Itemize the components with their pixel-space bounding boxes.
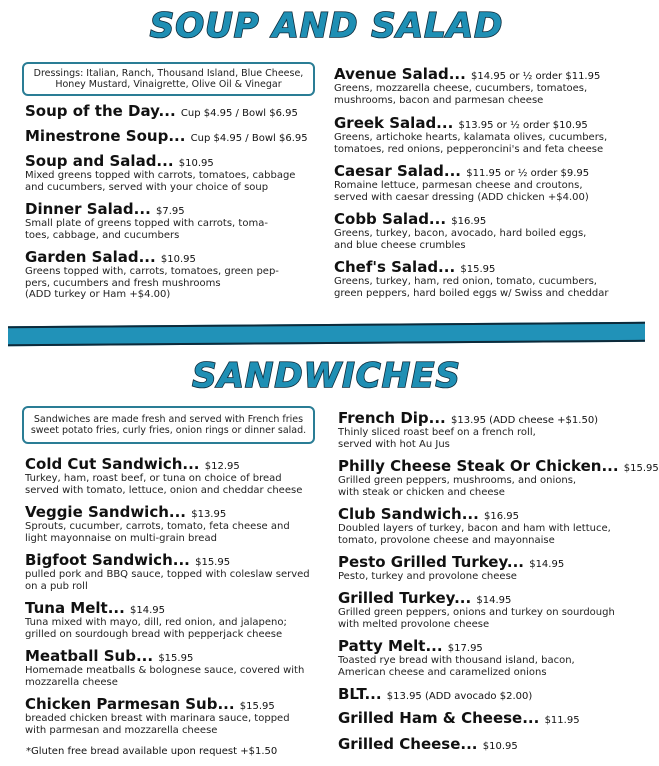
sandwich-info-text: Sandwiches are made fresh and served with French fries sweet potato fries, curly fries, onion rings or dinner salad. [30, 413, 307, 436]
item-name-line [25, 599, 287, 617]
item-name: Chicken Parmesan Sub... [25, 695, 235, 713]
item-description: served with caesar dressing (ADD chicken +$4.00) [334, 191, 589, 203]
item-name: Soup of the Day... [25, 102, 176, 120]
item-name-line [338, 637, 575, 655]
item-description: Greens, artichoke hearts, kalamata olives, cucumbers, [334, 132, 608, 143]
item-price: $14.95 [130, 605, 166, 616]
menu-item [25, 599, 287, 640]
item-description: Grilled green peppers, mushrooms, and onions, [338, 475, 577, 486]
item-description: mozzarella cheese [25, 676, 118, 688]
item-description: Doubled layers of turkey, bacon and ham with lettuce, [338, 523, 611, 534]
item-name-line [338, 685, 532, 703]
item-description: Grilled green peppers, onions and turkey on sourdough [338, 607, 615, 618]
section-divider [8, 322, 645, 346]
item-description: pers, cucumbers and fresh mushrooms [25, 277, 221, 289]
item-name-line [25, 503, 290, 521]
soup-salad-title: SOUP AND SALAD [149, 6, 504, 46]
item-name-line [25, 127, 308, 145]
menu-item [25, 695, 290, 736]
item-description: breaded chicken breast with marinara sauce, topped [25, 713, 290, 724]
menu-item [334, 210, 586, 251]
item-price: $13.95 (ADD avocado $2.00) [386, 691, 533, 702]
item-description: Toasted rye bread with thousand island, bacon, [338, 655, 575, 666]
item-description: with parmesan and mozzarella cheese [25, 724, 218, 736]
menu-item [25, 647, 304, 688]
item-price: $15.95 [460, 264, 496, 275]
item-name-line [338, 409, 598, 427]
item-name-line [334, 258, 609, 276]
menu-item [338, 637, 575, 678]
item-price: Cup $4.95 / Bowl $6.95 [190, 133, 308, 144]
item-price: $15.95 [623, 463, 659, 474]
item-description: tomato, provolone cheese and mayonnaise [338, 534, 555, 546]
item-name: Grilled Cheese... [338, 735, 478, 753]
item-description: Pesto, turkey and provolone cheese [338, 571, 517, 582]
item-name-line [338, 457, 659, 475]
item-price: $12.95 [204, 461, 240, 472]
menu-item [25, 102, 298, 120]
item-name-line [338, 505, 611, 523]
item-price: $10.95 [160, 254, 196, 265]
item-description: green peppers, hard boiled eggs w/ Swiss and cheddar [334, 287, 609, 299]
dressings-box [22, 62, 315, 96]
item-description: Thinly sliced roast beef on a french roll, [338, 427, 536, 438]
item-name: BLT... [338, 685, 382, 703]
item-name-line [338, 735, 518, 753]
item-name: Patty Melt... [338, 637, 443, 655]
sandwiches-title: SANDWICHES [192, 356, 461, 396]
item-description: tomatoes, red onions, pepperoncini's and feta cheese [334, 143, 604, 155]
item-description: and blue cheese crumbles [334, 239, 466, 251]
item-description: Greens, mozzarella cheese, cucumbers, tomatoes, [334, 83, 588, 94]
item-description: Tuna mixed with mayo, dill, red onion, and jalapeno; [25, 617, 287, 628]
item-description: grilled on sourdough bread with pepperjack cheese [25, 628, 283, 640]
menu-item [334, 65, 600, 106]
item-name-line [334, 114, 607, 132]
item-price: $15.95 [239, 701, 275, 712]
item-price: $14.95 or ½ order $11.95 [471, 71, 601, 82]
item-name-line [338, 709, 580, 727]
item-price: $16.95 [484, 511, 520, 522]
item-price: $11.95 [544, 715, 580, 726]
item-name: Grilled Ham & Cheese... [338, 709, 540, 727]
item-name: Soup and Salad... [25, 152, 174, 170]
item-price: $10.95 [482, 741, 518, 752]
item-description: (ADD turkey or Ham +$4.00) [25, 289, 171, 300]
item-description: Mixed greens topped with carrots, tomatoes, cabbage [25, 170, 296, 181]
item-price: $14.95 [476, 595, 512, 606]
dressings-text: Dressings: Italian, Ranch, Thousand Island, Blue Cheese, Honey Mustard, Vinaigrette, Olive Oil & Vinegar [33, 67, 304, 90]
item-name: Bigfoot Sandwich... [25, 551, 190, 569]
item-description: Greens, turkey, bacon, avocado, hard boiled eggs, [334, 228, 587, 239]
item-name-line [334, 162, 589, 180]
item-price: $13.95 (ADD cheese +$1.50) [451, 415, 599, 426]
item-price: $15.95 [158, 653, 194, 664]
item-price: $13.95 [191, 509, 227, 520]
item-price: $10.95 [178, 158, 214, 169]
item-name: Grilled Turkey... [338, 589, 472, 607]
item-description: on a pub roll [25, 580, 88, 592]
item-name-line [334, 65, 600, 83]
item-name: Chef's Salad... [334, 258, 456, 276]
menu-item [25, 152, 295, 193]
item-description: and cucumbers, served with your choice of soup [25, 181, 269, 193]
item-name: Pesto Grilled Turkey... [338, 553, 524, 571]
item-name: Minestrone Soup... [25, 127, 186, 145]
item-name-line [338, 553, 564, 571]
item-name: Garden Salad... [25, 248, 156, 266]
item-name-line [25, 248, 279, 266]
item-name: Avenue Salad... [334, 65, 466, 83]
menu-item [25, 248, 279, 301]
item-name-line [25, 102, 298, 120]
item-price: $16.95 [451, 216, 487, 227]
item-name: Greek Salad... [334, 114, 454, 132]
item-description: mushrooms, bacon and parmesan cheese [334, 94, 544, 106]
item-name: French Dip... [338, 409, 446, 427]
menu-item [334, 162, 589, 203]
menu-item [338, 709, 580, 727]
item-description: Romaine lettuce, parmesan cheese and croutons, [334, 180, 583, 191]
item-name: Cobb Salad... [334, 210, 447, 228]
item-name: Caesar Salad... [334, 162, 461, 180]
menu-item [338, 409, 598, 450]
item-description: Sprouts, cucumber, carrots, tomato, feta cheese and [25, 521, 290, 532]
item-name: Meatball Sub... [25, 647, 154, 665]
menu-item [25, 455, 302, 496]
item-name-line [334, 210, 586, 228]
item-name: Philly Cheese Steak Or Chicken... [338, 457, 619, 475]
item-description: light mayonnaise on multi-grain bread [25, 532, 217, 544]
item-name: Club Sandwich... [338, 505, 479, 523]
item-description: served with hot Au Jus [338, 438, 450, 450]
menu-item [25, 551, 310, 592]
menu-item [338, 589, 615, 630]
item-name-line [25, 200, 268, 218]
item-name-line [25, 455, 302, 473]
item-name: Veggie Sandwich... [25, 503, 186, 521]
item-name-line [338, 589, 615, 607]
item-description: American cheese and caramelized onions [338, 666, 547, 678]
item-description: Greens, turkey, ham, red onion, tomato, cucumbers, [334, 276, 597, 287]
item-price: $17.95 [447, 643, 483, 654]
gluten-free-note: *Gluten free bread available upon request +$1.50 [26, 746, 278, 757]
item-description: Greens topped with, carrots, tomatoes, green pep- [25, 266, 279, 277]
item-description: Homemade meatballs & bolognese sauce, covered with [25, 665, 305, 676]
item-name-line [25, 152, 295, 170]
menu-item [25, 503, 290, 544]
menu-item [334, 114, 607, 155]
sandwich-info-box [22, 406, 315, 444]
item-price: $7.95 [156, 206, 185, 217]
item-description: served with tomato, lettuce, onion and cheddar cheese [25, 484, 303, 496]
item-name: Cold Cut Sandwich... [25, 455, 200, 473]
menu-item [334, 258, 609, 299]
menu-item [338, 735, 518, 753]
menu-item [338, 553, 564, 583]
item-name-line [25, 695, 290, 713]
item-description: Small plate of greens topped with carrots, toma- [25, 218, 268, 229]
item-name-line [25, 647, 304, 665]
menu-item [338, 685, 532, 703]
item-price: $13.95 or ½ order $10.95 [458, 120, 588, 131]
item-name-line [25, 551, 310, 569]
menu-item [25, 200, 268, 241]
item-description: with melted provolone cheese [338, 618, 490, 630]
item-price: $14.95 [529, 559, 565, 570]
item-name: Tuna Melt... [25, 599, 125, 617]
menu-item [338, 457, 659, 498]
item-name: Dinner Salad... [25, 200, 151, 218]
menu-item [25, 127, 308, 145]
item-description: toes, cabbage, and cucumbers [25, 229, 180, 241]
item-description: pulled pork and BBQ sauce, topped with coleslaw served [25, 569, 310, 580]
item-price: $15.95 [195, 557, 231, 568]
item-description: with steak or chicken and cheese [338, 486, 505, 498]
item-description: Turkey, ham, roast beef, or tuna on choice of bread [25, 473, 282, 484]
item-price: $11.95 or ½ order $9.95 [466, 168, 590, 179]
item-price: Cup $4.95 / Bowl $6.95 [180, 108, 298, 119]
menu-item [338, 505, 611, 546]
